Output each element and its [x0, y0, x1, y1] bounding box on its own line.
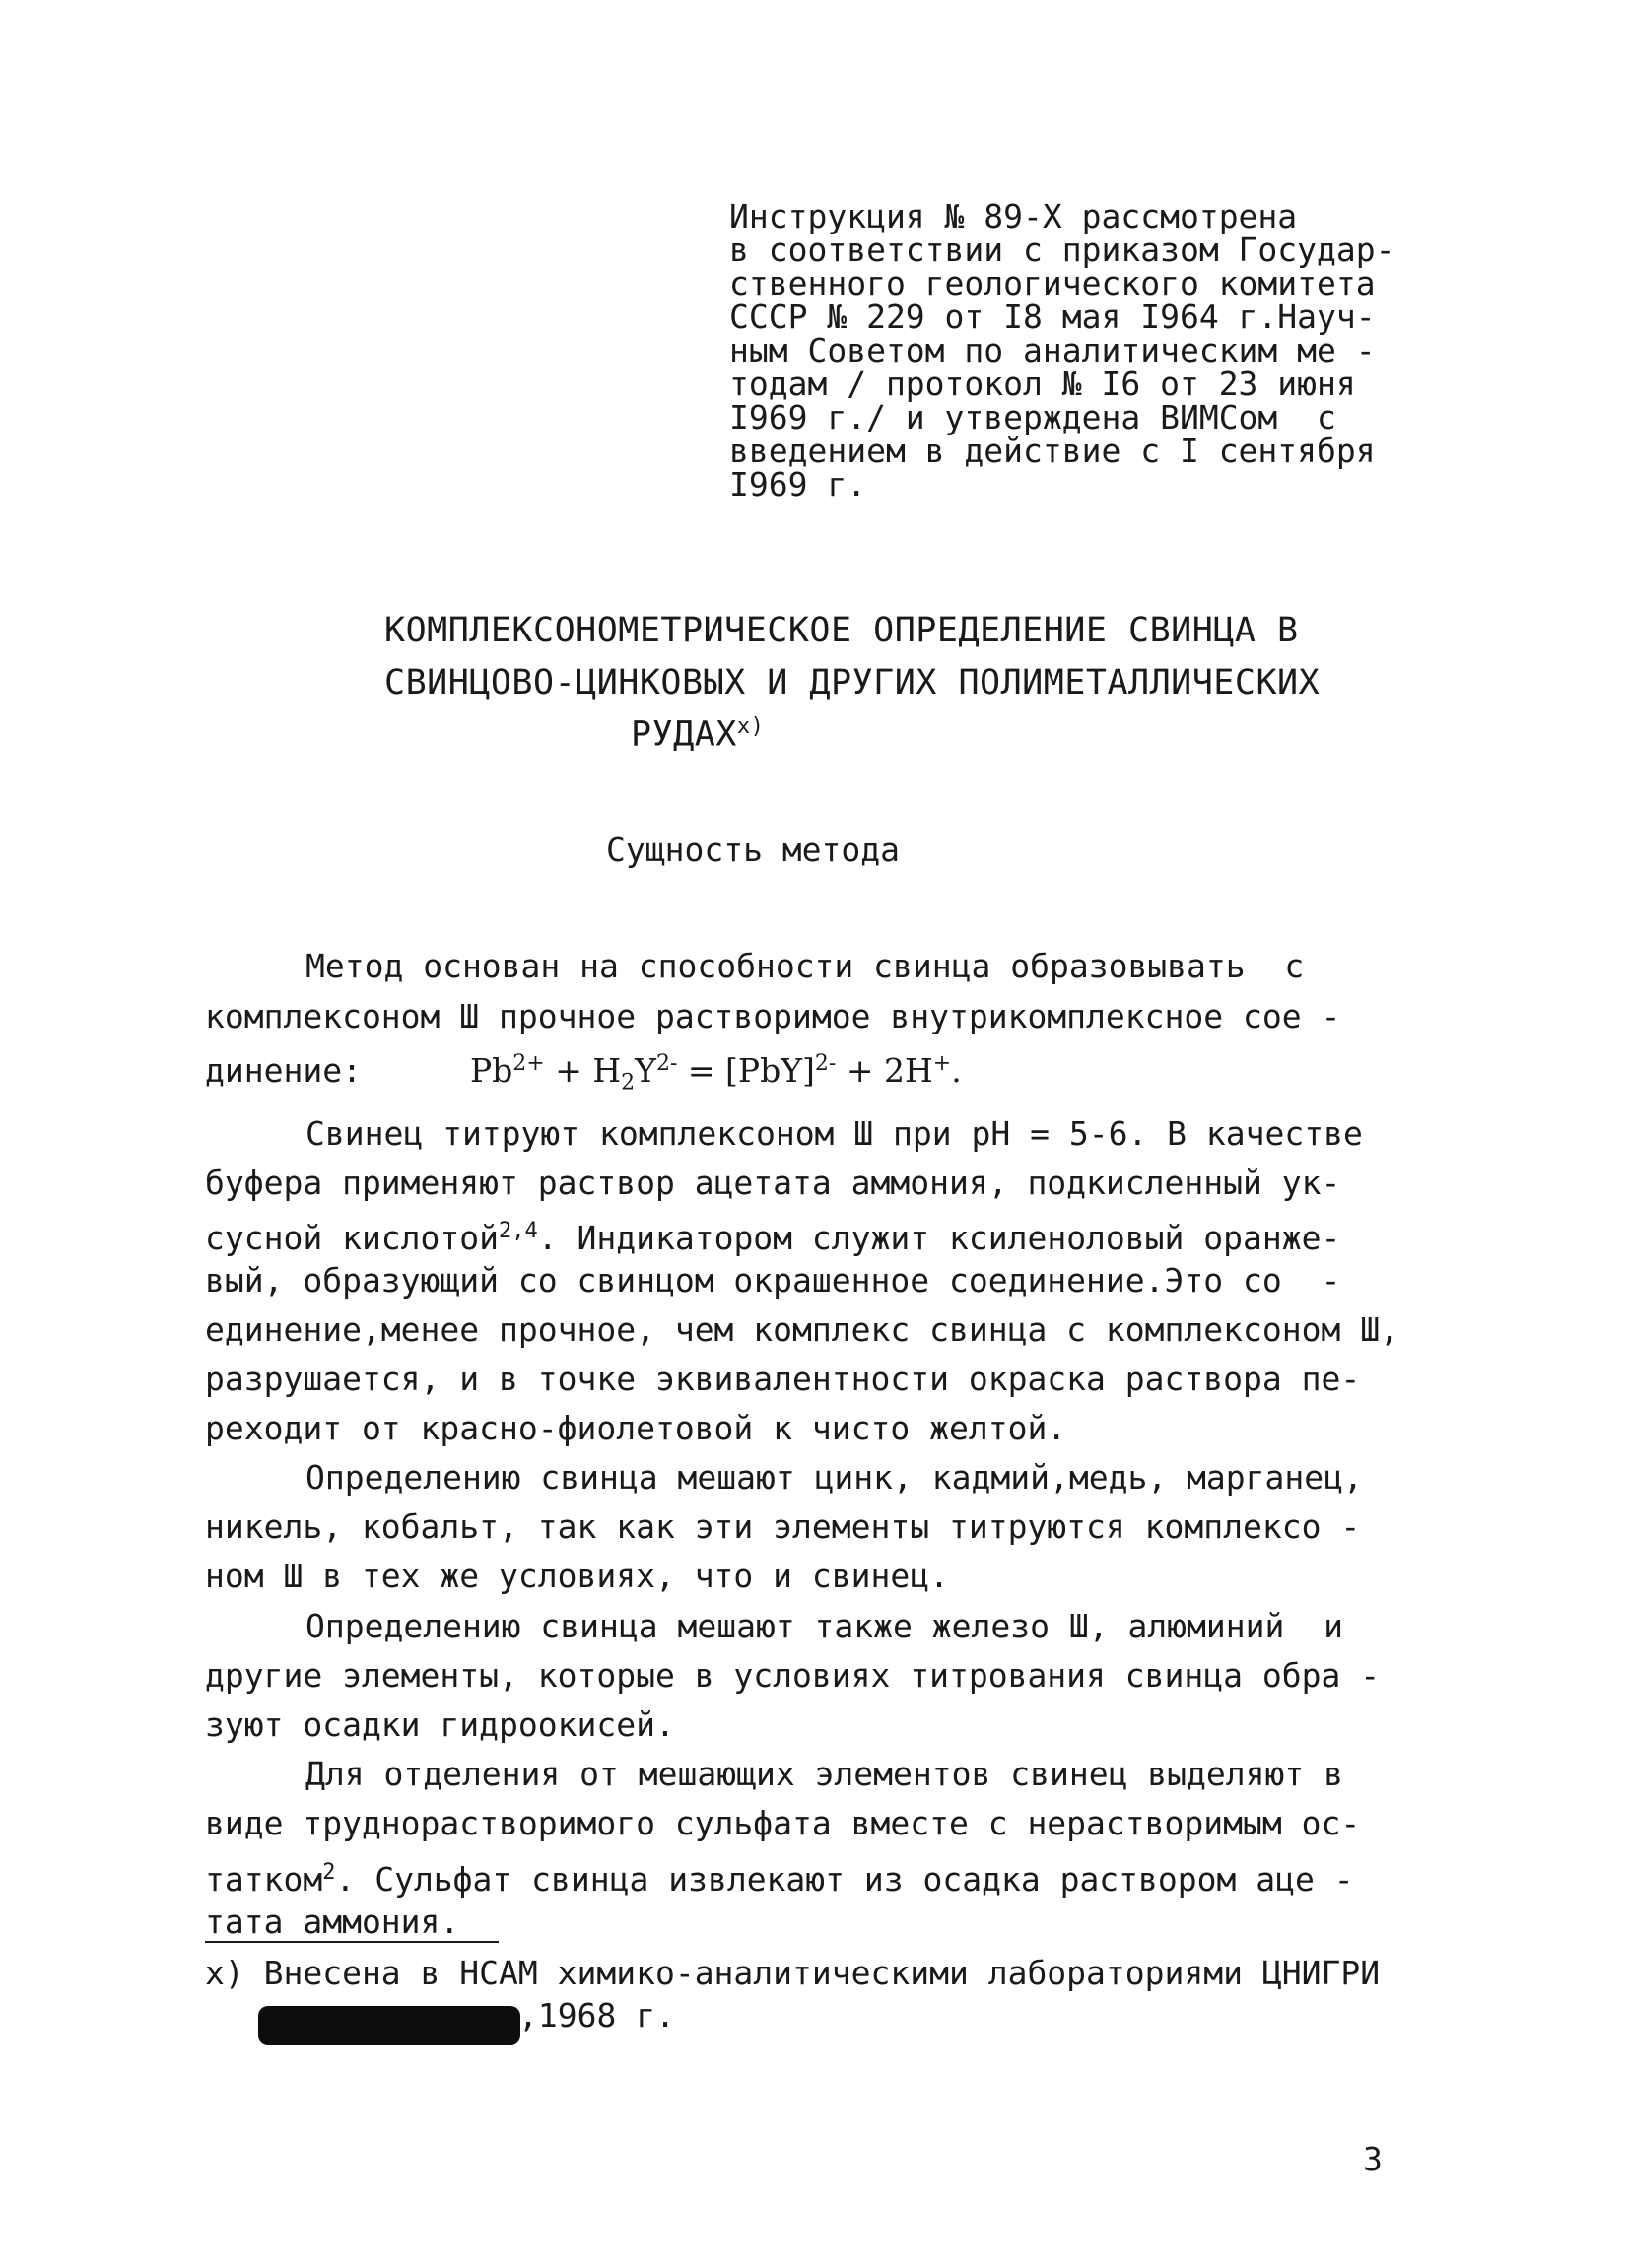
para5-line-4-text: тата аммония.: [205, 1902, 499, 1943]
para1-line-2: комплексоном Ш прочное растворимое внутрикомплексное сое -: [205, 997, 1341, 1035]
footnote-line-2: ,1968 г.: [518, 1996, 675, 2035]
para5-line-3: [205, 1855, 1354, 1898]
citation-superscript-2: 2: [322, 1860, 336, 1885]
redaction-bar: [258, 2006, 520, 2045]
formula-plus-2h: + 2H: [836, 1051, 933, 1090]
para2-line-3: [205, 1214, 1340, 1256]
approval-note-line-5: ным Советом по аналитическим ме -: [729, 331, 1376, 369]
approval-note-line-4: СССР № 229 от I8 мая I964 г.Науч-: [729, 298, 1376, 336]
formula-end: .: [951, 1051, 962, 1090]
para5-line-3-text: татком: [205, 1860, 323, 1899]
approval-note-line-9: I969 г.: [729, 465, 867, 503]
para5-line-2: виде труднорастворимого сульфата вместе с нерастворимым ос-: [205, 1804, 1361, 1842]
approval-note-line-7: I969 г./ и утверждена ВИМСом с: [729, 398, 1336, 436]
para1-line-3-prefix: динение:: [205, 1051, 362, 1090]
approval-note-line-1: Инструкция № 89-Х рассмотрена: [729, 197, 1298, 235]
formula-equals: =: [677, 1051, 726, 1090]
footnote-line-1: х) Внесена в НСАМ химико-аналитическими лабораториями ЦНИГРИ: [205, 1954, 1381, 1992]
title-word: РУДАХ: [631, 714, 737, 755]
formula-y-charge: 2-: [655, 1051, 678, 1076]
approval-note-line-6: тодам / протокол № I6 от 23 июня: [729, 365, 1356, 403]
section-heading: Сущность метода: [606, 831, 901, 869]
para4-line-3: зуют осадки гидроокисей.: [205, 1705, 675, 1744]
citation-superscript: 2,4: [499, 1219, 538, 1243]
para5-line-1: Для отделения от мешающих элементов свинец выделяют в: [305, 1755, 1343, 1793]
para2-line-2: буфера применяют раствор ацетата аммония, подкисленный ук-: [205, 1164, 1341, 1202]
formula-h-charge: +: [932, 1051, 952, 1076]
para2-line-6: разрушается, и в точке эквивалентности окраска раствора пе-: [205, 1360, 1361, 1398]
approval-note-line-3: ственного геологического комитета: [729, 264, 1376, 302]
para2-line-1: Свинец титруют комплексоном Ш при рН = 5-6. В качестве: [305, 1114, 1363, 1153]
para4-line-1: Определению свинца мешают также железо Ш, алюминий и: [305, 1607, 1343, 1645]
formula-h: H: [592, 1051, 622, 1090]
formula-complex-charge: 2-: [814, 1051, 837, 1076]
title-footnote-mark: х): [736, 714, 765, 739]
formula-h-subscript: 2: [621, 1070, 636, 1096]
para1-line-3: [205, 1046, 962, 1101]
document-title-line-3: [631, 707, 764, 755]
para2-line-3-text: сусной кислотой: [205, 1219, 500, 1257]
document-title-line-2: СВИНЦОВО-ЦИНКОВЫХ И ДРУГИХ ПОЛИМЕТАЛЛИЧЕСКИХ: [384, 663, 1321, 702]
document-title-line-1: КОМПЛЕКСОНОМЕТРИЧЕСКОЕ ОПРЕДЕЛЕНИЕ СВИНЦА В: [384, 611, 1299, 650]
para2-line-3-rest: . Индикатором служит ксиленоловый оранже-: [537, 1219, 1341, 1257]
approval-note-line-2: в соответствии с приказом Государ-: [729, 231, 1395, 269]
reaction-formula: [469, 1051, 962, 1096]
para3-line-3: ном Ш в тех же условиях, что и свинец.: [205, 1557, 949, 1595]
para5-line-3-rest: . Сульфат свинца извлекают из осадка раствором аце -: [335, 1860, 1354, 1899]
para2-line-5: единение,менее прочное, чем комплекс свинца с комплексоном Ш,: [205, 1310, 1399, 1349]
para3-line-2: никель, кобальт, так как эти элементы титруются комплексо -: [205, 1507, 1361, 1546]
formula-complex: [PbY]: [725, 1051, 815, 1090]
para2-line-7: реходит от красно-фиолетовой к чисто желтой.: [205, 1409, 1067, 1447]
para3-line-1: Определению свинца мешают цинк, кадмий,медь, марганец,: [305, 1458, 1363, 1497]
formula-pb: Pb: [469, 1051, 513, 1090]
para2-line-4: вый, образующий со свинцом окрашенное соединение.Это со -: [205, 1261, 1341, 1300]
formula-pb-charge: 2+: [512, 1051, 545, 1076]
formula-y: Y: [635, 1051, 656, 1090]
page-number: 3: [1363, 2140, 1383, 2178]
para5-line-4: [205, 1904, 499, 1940]
para1-line-1: Метод основан на способности свинца образовывать с: [305, 947, 1305, 985]
para4-line-2: другие элементы, которые в условиях титрования свинца обра -: [205, 1656, 1381, 1695]
formula-plus-1: +: [544, 1051, 593, 1090]
approval-note-line-8: введением в действие с I сентября: [729, 432, 1376, 470]
